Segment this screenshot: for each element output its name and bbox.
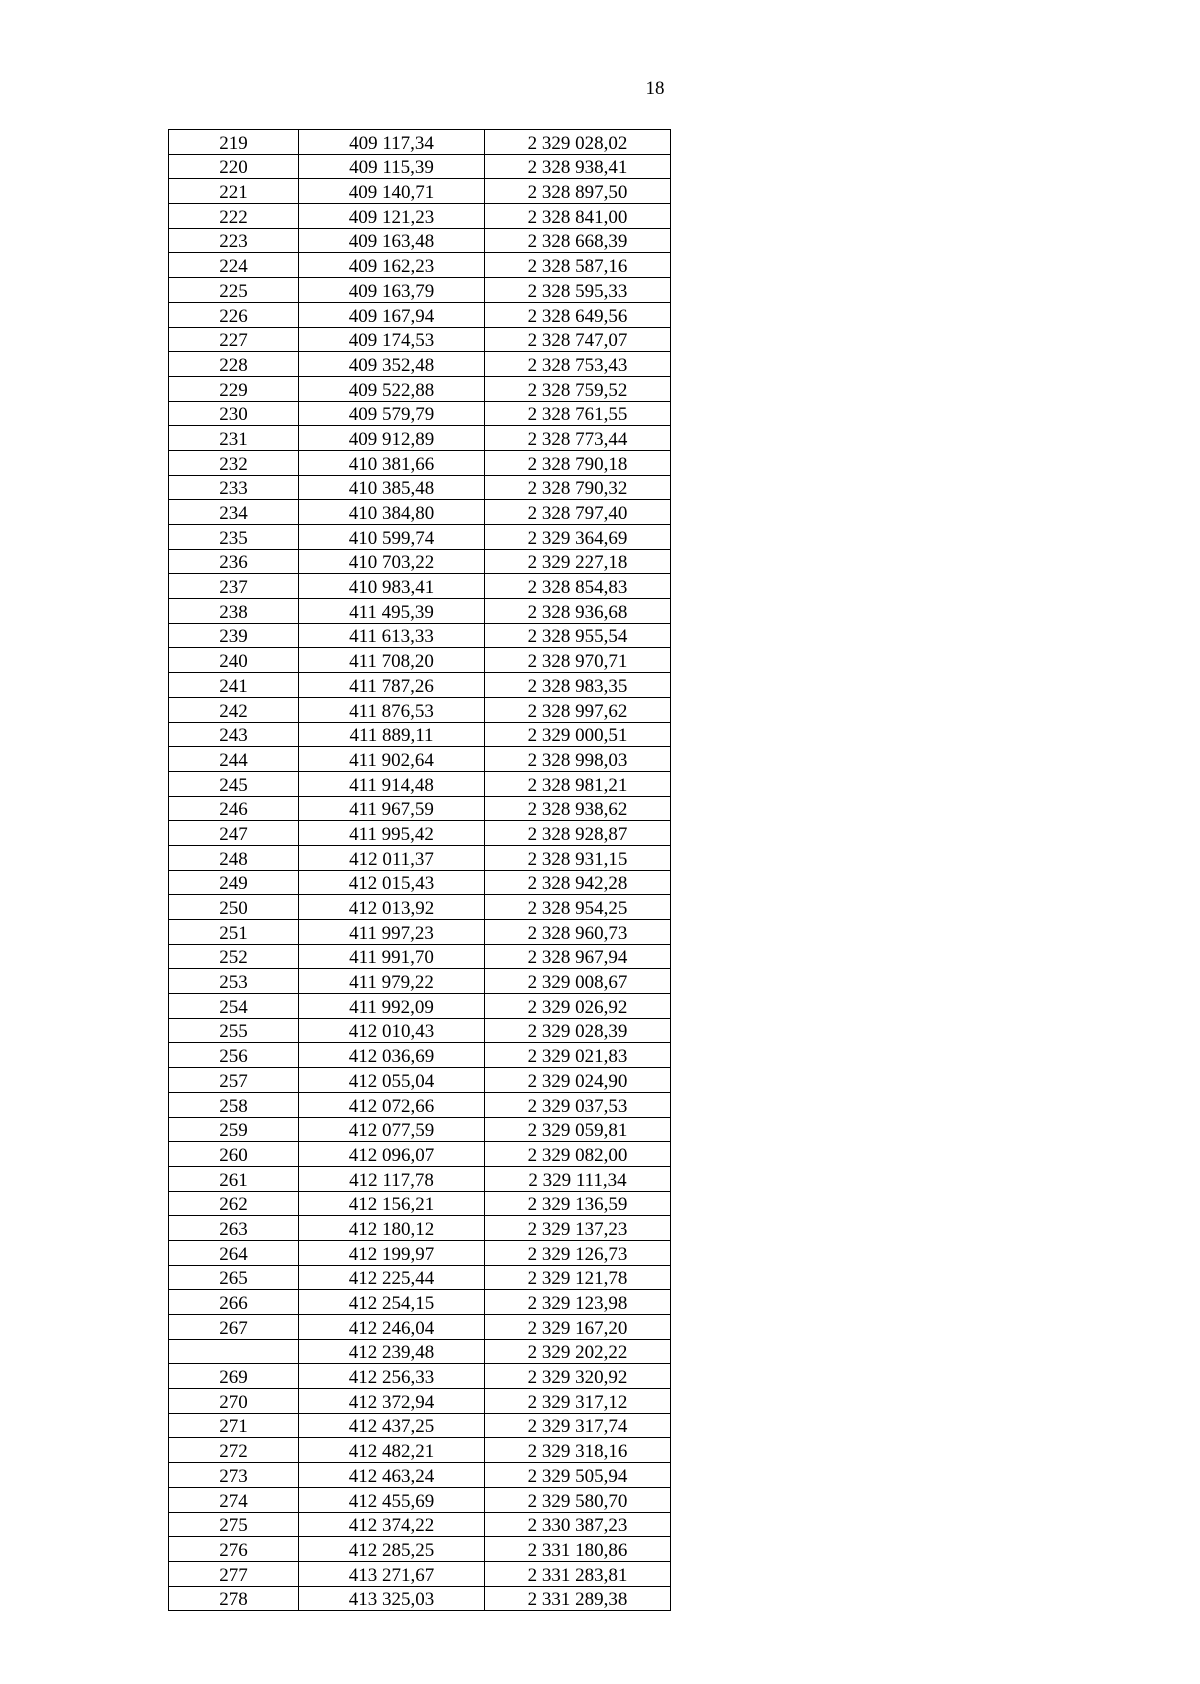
x-coordinate-cell: 411 902,64 xyxy=(299,747,485,772)
table-row xyxy=(169,845,671,870)
x-coordinate-cell: 410 381,66 xyxy=(299,450,485,475)
point-number-cell: 244 xyxy=(169,747,299,772)
point-number-cell: 233 xyxy=(169,475,299,500)
y-coordinate-cell: 2 331 289,38 xyxy=(485,1586,671,1611)
x-coordinate-cell: 412 372,94 xyxy=(299,1389,485,1414)
y-coordinate-cell: 2 329 505,94 xyxy=(485,1463,671,1488)
point-number-cell: 274 xyxy=(169,1487,299,1512)
x-coordinate-cell: 410 385,48 xyxy=(299,475,485,500)
x-coordinate-cell: 412 013,92 xyxy=(299,895,485,920)
x-coordinate-cell: 412 199,97 xyxy=(299,1240,485,1265)
table-row xyxy=(169,1216,671,1241)
y-coordinate-cell: 2 328 998,03 xyxy=(485,747,671,772)
x-coordinate-cell: 412 285,25 xyxy=(299,1537,485,1562)
table-row xyxy=(169,1191,671,1216)
point-number-cell xyxy=(169,1339,299,1364)
x-coordinate-cell: 409 115,39 xyxy=(299,154,485,179)
point-number-cell: 255 xyxy=(169,1018,299,1043)
x-coordinate-cell: 412 117,78 xyxy=(299,1166,485,1191)
x-coordinate-cell: 410 703,22 xyxy=(299,549,485,574)
x-coordinate-cell: 409 117,34 xyxy=(299,130,485,155)
point-number-cell: 224 xyxy=(169,253,299,278)
table-row xyxy=(169,1413,671,1438)
x-coordinate-cell: 412 077,59 xyxy=(299,1117,485,1142)
y-coordinate-cell: 2 328 967,94 xyxy=(485,944,671,969)
x-coordinate-cell: 409 163,79 xyxy=(299,278,485,303)
y-coordinate-cell: 2 328 955,54 xyxy=(485,623,671,648)
point-number-cell: 251 xyxy=(169,920,299,945)
y-coordinate-cell: 2 328 841,00 xyxy=(485,204,671,229)
table-row xyxy=(169,821,671,846)
table-row xyxy=(169,253,671,278)
y-coordinate-cell: 2 329 082,00 xyxy=(485,1142,671,1167)
point-number-cell: 235 xyxy=(169,525,299,550)
point-number-cell: 260 xyxy=(169,1142,299,1167)
x-coordinate-cell: 411 708,20 xyxy=(299,648,485,673)
point-number-cell: 232 xyxy=(169,450,299,475)
y-coordinate-cell: 2 328 938,41 xyxy=(485,154,671,179)
x-coordinate-cell: 410 983,41 xyxy=(299,574,485,599)
y-coordinate-cell: 2 329 037,53 xyxy=(485,1092,671,1117)
x-coordinate-cell: 412 455,69 xyxy=(299,1487,485,1512)
point-number-cell: 221 xyxy=(169,179,299,204)
point-number-cell: 245 xyxy=(169,771,299,796)
table-row xyxy=(169,475,671,500)
y-coordinate-cell: 2 329 317,12 xyxy=(485,1389,671,1414)
x-coordinate-cell: 412 463,24 xyxy=(299,1463,485,1488)
point-number-cell: 256 xyxy=(169,1043,299,1068)
x-coordinate-cell: 410 599,74 xyxy=(299,525,485,550)
table-row xyxy=(169,1339,671,1364)
x-coordinate-cell: 409 522,88 xyxy=(299,376,485,401)
point-number-cell: 229 xyxy=(169,376,299,401)
table-row xyxy=(169,1068,671,1093)
point-number-cell: 230 xyxy=(169,401,299,426)
table-row xyxy=(169,302,671,327)
point-number-cell: 220 xyxy=(169,154,299,179)
table-row xyxy=(169,1364,671,1389)
point-number-cell: 222 xyxy=(169,204,299,229)
point-number-cell: 269 xyxy=(169,1364,299,1389)
x-coordinate-cell: 409 912,89 xyxy=(299,426,485,451)
point-number-cell: 243 xyxy=(169,722,299,747)
point-number-cell: 239 xyxy=(169,623,299,648)
point-number-cell: 257 xyxy=(169,1068,299,1093)
x-coordinate-cell: 411 495,39 xyxy=(299,599,485,624)
y-coordinate-cell: 2 328 854,83 xyxy=(485,574,671,599)
point-number-cell: 225 xyxy=(169,278,299,303)
table-row xyxy=(169,500,671,525)
table-row xyxy=(169,870,671,895)
point-number-cell: 240 xyxy=(169,648,299,673)
y-coordinate-cell: 2 328 587,16 xyxy=(485,253,671,278)
point-number-cell: 267 xyxy=(169,1315,299,1340)
table-row xyxy=(169,1561,671,1586)
y-coordinate-cell: 2 328 981,21 xyxy=(485,771,671,796)
y-coordinate-cell: 2 329 318,16 xyxy=(485,1438,671,1463)
point-number-cell: 254 xyxy=(169,994,299,1019)
point-number-cell: 226 xyxy=(169,302,299,327)
page-number: 18 xyxy=(645,78,665,99)
table-row xyxy=(169,450,671,475)
y-coordinate-cell: 2 328 928,87 xyxy=(485,821,671,846)
point-number-cell: 228 xyxy=(169,352,299,377)
y-coordinate-cell: 2 329 024,90 xyxy=(485,1068,671,1093)
y-coordinate-cell: 2 328 931,15 xyxy=(485,845,671,870)
point-number-cell: 227 xyxy=(169,327,299,352)
table-row xyxy=(169,549,671,574)
x-coordinate-cell: 411 889,11 xyxy=(299,722,485,747)
point-number-cell: 236 xyxy=(169,549,299,574)
x-coordinate-cell: 411 613,33 xyxy=(299,623,485,648)
x-coordinate-cell: 411 992,09 xyxy=(299,994,485,1019)
coordinates-table xyxy=(168,129,671,1611)
x-coordinate-cell: 412 156,21 xyxy=(299,1191,485,1216)
y-coordinate-cell: 2 331 180,86 xyxy=(485,1537,671,1562)
x-coordinate-cell: 411 876,53 xyxy=(299,697,485,722)
x-coordinate-cell: 411 914,48 xyxy=(299,771,485,796)
table-row xyxy=(169,1290,671,1315)
point-number-cell: 250 xyxy=(169,895,299,920)
table-row xyxy=(169,1438,671,1463)
point-number-cell: 276 xyxy=(169,1537,299,1562)
table-row xyxy=(169,401,671,426)
table-row xyxy=(169,574,671,599)
y-coordinate-cell: 2 329 202,22 xyxy=(485,1339,671,1364)
y-coordinate-cell: 2 328 897,50 xyxy=(485,179,671,204)
point-number-cell: 271 xyxy=(169,1413,299,1438)
table-row xyxy=(169,599,671,624)
point-number-cell: 263 xyxy=(169,1216,299,1241)
y-coordinate-cell: 2 328 954,25 xyxy=(485,895,671,920)
x-coordinate-cell: 409 579,79 xyxy=(299,401,485,426)
y-coordinate-cell: 2 329 121,78 xyxy=(485,1265,671,1290)
x-coordinate-cell: 413 325,03 xyxy=(299,1586,485,1611)
y-coordinate-cell: 2 329 123,98 xyxy=(485,1290,671,1315)
x-coordinate-cell: 412 036,69 xyxy=(299,1043,485,1068)
point-number-cell: 265 xyxy=(169,1265,299,1290)
table-row xyxy=(169,1265,671,1290)
y-coordinate-cell: 2 328 997,62 xyxy=(485,697,671,722)
table-row xyxy=(169,648,671,673)
x-coordinate-cell: 411 997,23 xyxy=(299,920,485,945)
table-row xyxy=(169,1487,671,1512)
x-coordinate-cell: 412 374,22 xyxy=(299,1512,485,1537)
y-coordinate-cell: 2 328 753,43 xyxy=(485,352,671,377)
x-coordinate-cell: 412 256,33 xyxy=(299,1364,485,1389)
table-row xyxy=(169,1043,671,1068)
point-number-cell: 231 xyxy=(169,426,299,451)
x-coordinate-cell: 412 015,43 xyxy=(299,870,485,895)
x-coordinate-cell: 409 167,94 xyxy=(299,302,485,327)
y-coordinate-cell: 2 329 028,02 xyxy=(485,130,671,155)
point-number-cell: 253 xyxy=(169,969,299,994)
y-coordinate-cell: 2 328 790,32 xyxy=(485,475,671,500)
y-coordinate-cell: 2 328 970,71 xyxy=(485,648,671,673)
table-row xyxy=(169,747,671,772)
table-row xyxy=(169,895,671,920)
y-coordinate-cell: 2 328 983,35 xyxy=(485,673,671,698)
point-number-cell: 259 xyxy=(169,1117,299,1142)
y-coordinate-cell: 2 329 580,70 xyxy=(485,1487,671,1512)
table-row xyxy=(169,228,671,253)
y-coordinate-cell: 2 329 028,39 xyxy=(485,1018,671,1043)
point-number-cell: 262 xyxy=(169,1191,299,1216)
x-coordinate-cell: 409 140,71 xyxy=(299,179,485,204)
y-coordinate-cell: 2 328 773,44 xyxy=(485,426,671,451)
x-coordinate-cell: 412 072,66 xyxy=(299,1092,485,1117)
point-number-cell: 273 xyxy=(169,1463,299,1488)
x-coordinate-cell: 412 180,12 xyxy=(299,1216,485,1241)
point-number-cell: 252 xyxy=(169,944,299,969)
y-coordinate-cell: 2 328 747,07 xyxy=(485,327,671,352)
x-coordinate-cell: 412 482,21 xyxy=(299,1438,485,1463)
x-coordinate-cell: 409 352,48 xyxy=(299,352,485,377)
x-coordinate-cell: 412 055,04 xyxy=(299,1068,485,1093)
table-row xyxy=(169,1537,671,1562)
y-coordinate-cell: 2 329 008,67 xyxy=(485,969,671,994)
x-coordinate-cell: 411 991,70 xyxy=(299,944,485,969)
y-coordinate-cell: 2 329 026,92 xyxy=(485,994,671,1019)
table-row xyxy=(169,525,671,550)
y-coordinate-cell: 2 329 136,59 xyxy=(485,1191,671,1216)
x-coordinate-cell: 412 096,07 xyxy=(299,1142,485,1167)
table-row xyxy=(169,623,671,648)
table-row xyxy=(169,920,671,945)
x-coordinate-cell: 412 010,43 xyxy=(299,1018,485,1043)
x-coordinate-cell: 411 787,26 xyxy=(299,673,485,698)
y-coordinate-cell: 2 329 364,69 xyxy=(485,525,671,550)
x-coordinate-cell: 410 384,80 xyxy=(299,500,485,525)
point-number-cell: 275 xyxy=(169,1512,299,1537)
y-coordinate-cell: 2 328 938,62 xyxy=(485,796,671,821)
point-number-cell: 270 xyxy=(169,1389,299,1414)
table-row xyxy=(169,796,671,821)
x-coordinate-cell: 413 271,67 xyxy=(299,1561,485,1586)
point-number-cell: 249 xyxy=(169,870,299,895)
point-number-cell: 277 xyxy=(169,1561,299,1586)
table-row xyxy=(169,1117,671,1142)
table-row xyxy=(169,994,671,1019)
x-coordinate-cell: 409 163,48 xyxy=(299,228,485,253)
point-number-cell: 258 xyxy=(169,1092,299,1117)
y-coordinate-cell: 2 329 227,18 xyxy=(485,549,671,574)
point-number-cell: 278 xyxy=(169,1586,299,1611)
y-coordinate-cell: 2 331 283,81 xyxy=(485,1561,671,1586)
y-coordinate-cell: 2 329 317,74 xyxy=(485,1413,671,1438)
table-row xyxy=(169,130,671,155)
point-number-cell: 248 xyxy=(169,845,299,870)
x-coordinate-cell: 409 121,23 xyxy=(299,204,485,229)
table-row xyxy=(169,1512,671,1537)
table-row xyxy=(169,771,671,796)
x-coordinate-cell: 412 239,48 xyxy=(299,1339,485,1364)
table-row xyxy=(169,1586,671,1611)
y-coordinate-cell: 2 329 126,73 xyxy=(485,1240,671,1265)
table-row xyxy=(169,697,671,722)
table-row xyxy=(169,1166,671,1191)
y-coordinate-cell: 2 328 936,68 xyxy=(485,599,671,624)
y-coordinate-cell: 2 329 111,34 xyxy=(485,1166,671,1191)
point-number-cell: 266 xyxy=(169,1290,299,1315)
x-coordinate-cell: 412 254,15 xyxy=(299,1290,485,1315)
x-coordinate-cell: 409 162,23 xyxy=(299,253,485,278)
x-coordinate-cell: 411 967,59 xyxy=(299,796,485,821)
table-row xyxy=(169,944,671,969)
x-coordinate-cell: 409 174,53 xyxy=(299,327,485,352)
point-number-cell: 219 xyxy=(169,130,299,155)
table-row xyxy=(169,722,671,747)
table-row xyxy=(169,1018,671,1043)
y-coordinate-cell: 2 328 759,52 xyxy=(485,376,671,401)
y-coordinate-cell: 2 328 595,33 xyxy=(485,278,671,303)
point-number-cell: 238 xyxy=(169,599,299,624)
point-number-cell: 234 xyxy=(169,500,299,525)
table-row xyxy=(169,278,671,303)
table-row xyxy=(169,327,671,352)
table-row xyxy=(169,426,671,451)
table-row xyxy=(169,154,671,179)
table-row xyxy=(169,1240,671,1265)
y-coordinate-cell: 2 329 320,92 xyxy=(485,1364,671,1389)
point-number-cell: 246 xyxy=(169,796,299,821)
table-row xyxy=(169,1389,671,1414)
table-row xyxy=(169,673,671,698)
point-number-cell: 237 xyxy=(169,574,299,599)
coordinates-table-body xyxy=(169,130,671,1611)
y-coordinate-cell: 2 329 021,83 xyxy=(485,1043,671,1068)
y-coordinate-cell: 2 329 000,51 xyxy=(485,722,671,747)
table-row xyxy=(169,179,671,204)
x-coordinate-cell: 412 437,25 xyxy=(299,1413,485,1438)
point-number-cell: 247 xyxy=(169,821,299,846)
y-coordinate-cell: 2 329 059,81 xyxy=(485,1117,671,1142)
table-row xyxy=(169,1315,671,1340)
table-row xyxy=(169,1463,671,1488)
x-coordinate-cell: 412 246,04 xyxy=(299,1315,485,1340)
x-coordinate-cell: 412 225,44 xyxy=(299,1265,485,1290)
table-row xyxy=(169,1092,671,1117)
table-row xyxy=(169,204,671,229)
y-coordinate-cell: 2 328 960,73 xyxy=(485,920,671,945)
y-coordinate-cell: 2 328 649,56 xyxy=(485,302,671,327)
table-row xyxy=(169,352,671,377)
y-coordinate-cell: 2 328 790,18 xyxy=(485,450,671,475)
x-coordinate-cell: 411 995,42 xyxy=(299,821,485,846)
table-row xyxy=(169,969,671,994)
x-coordinate-cell: 412 011,37 xyxy=(299,845,485,870)
y-coordinate-cell: 2 328 668,39 xyxy=(485,228,671,253)
y-coordinate-cell: 2 329 137,23 xyxy=(485,1216,671,1241)
point-number-cell: 261 xyxy=(169,1166,299,1191)
point-number-cell: 241 xyxy=(169,673,299,698)
x-coordinate-cell: 411 979,22 xyxy=(299,969,485,994)
point-number-cell: 264 xyxy=(169,1240,299,1265)
y-coordinate-cell: 2 328 942,28 xyxy=(485,870,671,895)
table-row xyxy=(169,1142,671,1167)
point-number-cell: 223 xyxy=(169,228,299,253)
y-coordinate-cell: 2 329 167,20 xyxy=(485,1315,671,1340)
y-coordinate-cell: 2 330 387,23 xyxy=(485,1512,671,1537)
y-coordinate-cell: 2 328 797,40 xyxy=(485,500,671,525)
point-number-cell: 242 xyxy=(169,697,299,722)
point-number-cell: 272 xyxy=(169,1438,299,1463)
table-row xyxy=(169,376,671,401)
y-coordinate-cell: 2 328 761,55 xyxy=(485,401,671,426)
